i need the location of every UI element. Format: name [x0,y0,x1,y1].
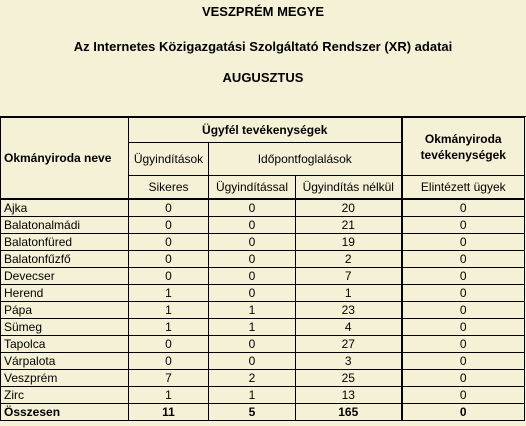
office-name-cell: Várpalota [1,353,129,370]
with-case-cell: 0 [209,353,296,370]
with-case-cell: 0 [209,199,296,217]
table-row [1,251,525,268]
without-case-cell: 13 [296,387,402,404]
total-completed-cell: 0 [402,404,525,421]
sub-completed-header: Elintézett ügyek [402,176,525,200]
sub-appointments-header: Időpontfoglalások [209,143,402,176]
successful-cell: 1 [129,319,209,336]
table-row [1,199,525,217]
without-case-cell: 23 [296,302,402,319]
completed-cell: 0 [402,251,525,268]
with-case-cell: 2 [209,370,296,387]
month-title: AUGUSZTUS [222,70,304,85]
table-row [1,353,525,370]
completed-cell: 0 [402,285,525,302]
office-name-cell: Balatonfüred [1,234,129,251]
with-case-cell: 1 [209,319,296,336]
without-case-cell: 7 [296,268,402,285]
table-row [1,285,525,302]
sub-initiations-header: Ügyindítások [129,143,209,176]
with-case-cell: 0 [209,268,296,285]
successful-cell: 0 [129,353,209,370]
table-row [1,370,525,387]
completed-cell: 0 [402,199,525,217]
office-name-cell: Pápa [1,302,129,319]
total-with-case-cell: 5 [209,404,296,421]
completed-cell: 0 [402,370,525,387]
office-name-cell: Ajka [1,199,129,217]
completed-cell: 0 [402,302,525,319]
office-name-cell: Balatonalmádi [1,217,129,234]
report-table [0,117,525,421]
successful-cell: 0 [129,199,209,217]
group-client-header: Ügyfél tevékenységek [129,118,402,143]
completed-cell: 0 [402,268,525,285]
table-row [1,336,525,353]
successful-cell: 0 [129,217,209,234]
office-name-cell: Herend [1,285,129,302]
successful-cell: 0 [129,234,209,251]
table-row [1,387,525,404]
successful-cell: 1 [129,387,209,404]
without-case-cell: 2 [296,251,402,268]
without-case-cell: 19 [296,234,402,251]
completed-cell: 0 [402,217,525,234]
total-successful-cell: 11 [129,404,209,421]
with-case-cell: 0 [209,285,296,302]
without-case-cell: 20 [296,199,402,217]
successful-cell: 7 [129,370,209,387]
sub-successful-header: Sikeres [129,176,209,200]
with-case-cell: 0 [209,217,296,234]
without-case-cell: 3 [296,353,402,370]
successful-cell: 1 [129,285,209,302]
total-row [1,404,525,421]
county-title: VESZPRÉM MEGYE [201,4,325,19]
office-name-cell: Veszprém [1,370,129,387]
successful-cell: 0 [129,336,209,353]
without-case-cell: 1 [296,285,402,302]
without-case-cell: 4 [296,319,402,336]
successful-cell: 0 [129,251,209,268]
successful-cell: 1 [129,302,209,319]
table-row [1,234,525,251]
table-row [1,302,525,319]
office-name-cell: Balatonfűzfő [1,251,129,268]
with-case-cell: 1 [209,387,296,404]
with-case-cell: 0 [209,336,296,353]
with-case-cell: 1 [209,302,296,319]
table-row [1,319,525,336]
completed-cell: 0 [402,336,525,353]
without-case-cell: 27 [296,336,402,353]
report-subtitle: Az Internetes Közigazgatási Szolgáltató Rendszer (XR) adatai [73,39,453,54]
completed-cell: 0 [402,319,525,336]
col-office-header: Okmányiroda neve [1,118,129,200]
sub-without-case-header: Ügyindítás nélkül [296,176,402,200]
with-case-cell: 0 [209,251,296,268]
table-row [1,268,525,285]
office-name-cell: Devecser [1,268,129,285]
completed-cell: 0 [402,353,525,370]
total-label-cell: Összesen [1,404,129,421]
without-case-cell: 25 [296,370,402,387]
without-case-cell: 21 [296,217,402,234]
office-name-cell: Sümeg [1,319,129,336]
sub-with-case-header: Ügyindítással [209,176,296,200]
office-name-cell: Zirc [1,387,129,404]
completed-cell: 0 [402,234,525,251]
total-without-case-cell: 165 [296,404,402,421]
table-row [1,217,525,234]
group-office-header: Okmányiroda tevékenységek [402,118,525,176]
successful-cell: 0 [129,268,209,285]
completed-cell: 0 [402,387,525,404]
with-case-cell: 0 [209,234,296,251]
office-name-cell: Tapolca [1,336,129,353]
